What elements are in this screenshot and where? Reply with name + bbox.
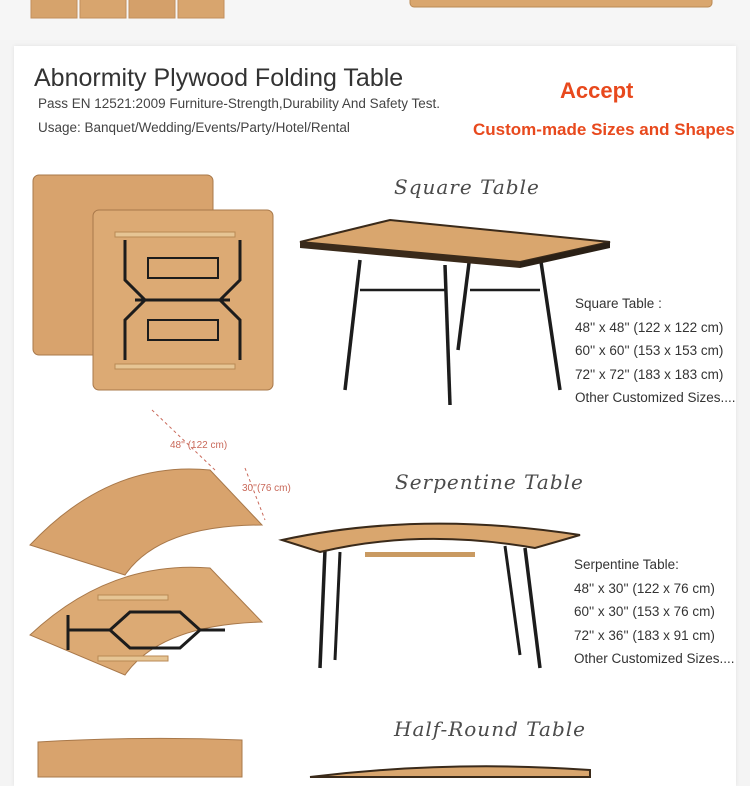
spec-line: 60'' x 60'' (153 x 153 cm) <box>575 343 724 358</box>
spec-line: Other Customized Sizes.... <box>574 651 735 666</box>
accept-label: Accept <box>560 78 634 103</box>
spec-line: 48'' x 48'' (122 x 122 cm) <box>575 319 724 335</box>
spec-line: 48'' x 30'' (122 x 76 cm) <box>574 580 715 596</box>
page-title: Abnormity Plywood Folding Table <box>34 64 404 92</box>
square-table-heading: Square Table <box>394 175 540 199</box>
width-dimension: 30''(76 cm) <box>242 483 291 494</box>
half-round-table-heading: Half-Round Table <box>394 717 586 741</box>
spec-line: 72'' x 72'' (183 x 183 cm) <box>575 366 724 382</box>
spec-line: Square Table : <box>575 296 662 311</box>
certification-text: Pass EN 12521:2009 Furniture-Strength,Durability And Safety Test. <box>38 96 440 111</box>
outer-length-dimension: 48'' (122 cm) <box>170 440 228 451</box>
spec-line: Serpentine Table: <box>574 557 679 572</box>
spec-line: Other Customized Sizes.... <box>575 390 736 405</box>
spec-line: 72'' x 36'' (183 x 91 cm) <box>574 627 715 643</box>
spec-line: 60'' x 30'' (153 x 76 cm) <box>574 604 715 619</box>
usage-text: Usage: Banquet/Wedding/Events/Party/Hotel/Rental <box>38 120 350 135</box>
custom-sizes-label: Custom-made Sizes and Shapes <box>473 120 735 139</box>
serpentine-table-heading: Serpentine Table <box>395 470 584 494</box>
